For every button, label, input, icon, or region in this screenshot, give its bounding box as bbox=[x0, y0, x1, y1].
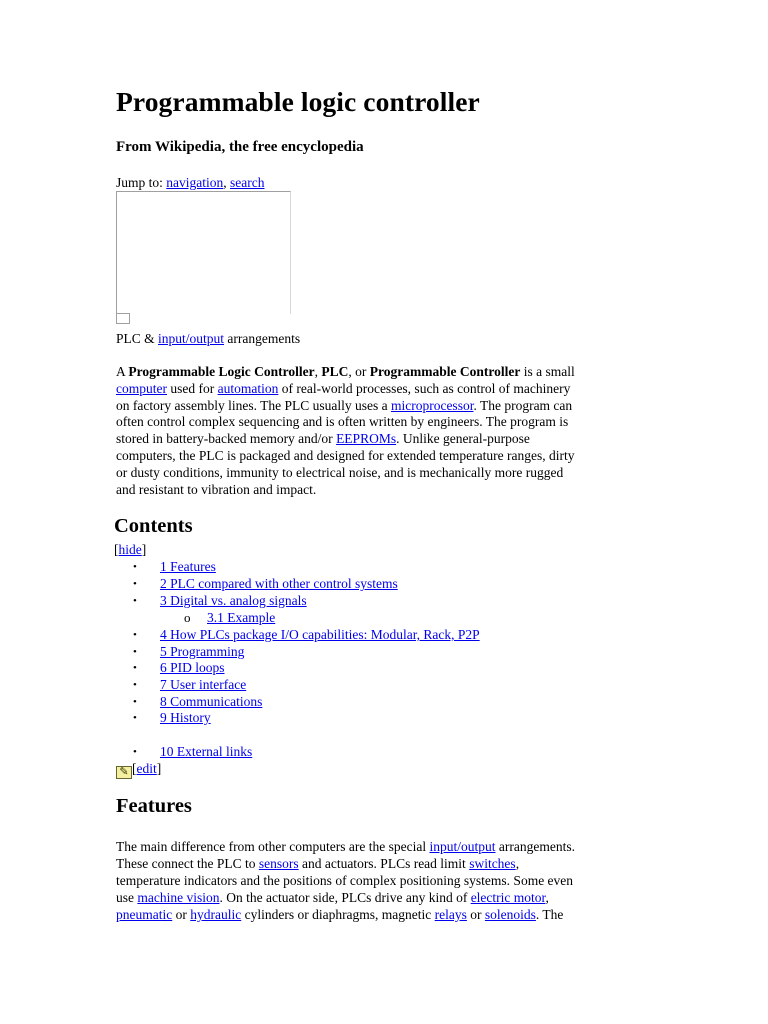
features-text: or bbox=[466, 907, 485, 922]
pneumatic-link[interactable]: pneumatic bbox=[116, 907, 173, 922]
intro-text: stored in battery-backed memory and/or bbox=[116, 431, 337, 447]
eeproms-link[interactable]: EEPROMs bbox=[336, 431, 397, 447]
toc-item bbox=[133, 710, 211, 726]
bullet-icon: • bbox=[133, 578, 137, 590]
intro-line-5 bbox=[116, 431, 652, 448]
features-line-3: temperature indicators and the positions of complex positioning systems. Some even bbox=[116, 873, 574, 888]
features-text: These connect the PLC to bbox=[116, 856, 259, 871]
intro-line-2 bbox=[116, 381, 652, 398]
sensors-link[interactable]: sensors bbox=[258, 856, 299, 871]
bullet-icon: • bbox=[133, 561, 137, 573]
intro-text: . The program can bbox=[473, 397, 573, 413]
toc-bracket: [ bbox=[114, 542, 119, 557]
edit-bracket: [ bbox=[132, 761, 137, 776]
features-line-5 bbox=[116, 906, 652, 923]
computer-link[interactable]: computer bbox=[116, 380, 167, 396]
toc-link-programming[interactable]: 5 Programming bbox=[160, 644, 245, 659]
bullet-icon: • bbox=[133, 595, 137, 607]
toc-item bbox=[133, 744, 253, 760]
toc-hide-link[interactable]: hide bbox=[118, 542, 142, 557]
toc-item bbox=[133, 644, 245, 660]
section-edit-bar bbox=[116, 761, 161, 778]
site-subtitle: From Wikipedia, the free encyclopedia bbox=[116, 139, 364, 155]
toc-title: Contents bbox=[114, 515, 193, 537]
features-heading: Features bbox=[116, 795, 192, 817]
relays-link[interactable]: relays bbox=[434, 907, 467, 922]
page-title: Programmable logic controller bbox=[116, 86, 480, 117]
toc-item bbox=[133, 593, 307, 609]
toc-link-external-links[interactable]: 10 External links bbox=[160, 744, 253, 759]
intro-bold-term: Programmable Logic Controller bbox=[128, 364, 315, 379]
toc-link-user-interface[interactable]: 7 User interface bbox=[160, 677, 247, 692]
toc-link-io-capabilities[interactable]: 4 How PLCs package I/O capabilities: Modular, Rack, P2P bbox=[160, 627, 480, 642]
toc-bracket: ] bbox=[141, 542, 147, 557]
intro-line-7: or dusty conditions, immunity to electrical noise, and is mechanically more rugged bbox=[116, 464, 564, 480]
intro-text: is a small bbox=[520, 364, 575, 379]
bullet-icon: • bbox=[133, 746, 137, 758]
machine-vision-link[interactable]: machine vision bbox=[137, 890, 220, 905]
jump-to-separator: , bbox=[223, 175, 231, 190]
toc-link-digital-vs-analog[interactable]: 3 Digital vs. analog signals bbox=[160, 593, 307, 608]
intro-line-4: often control complex sequencing and is often written by engineers. The program is bbox=[116, 414, 569, 430]
electric-motor-link[interactable]: electric motor bbox=[470, 890, 546, 905]
features-text: . On the actuator side, PLCs drive any kind of bbox=[219, 890, 471, 905]
solenoids-link[interactable]: solenoids bbox=[484, 907, 536, 922]
toc-item bbox=[133, 559, 216, 575]
intro-text: on factory assembly lines. The PLC usually uses a bbox=[116, 397, 391, 413]
intro-line-1 bbox=[116, 364, 652, 381]
caption-prefix: PLC & bbox=[116, 331, 159, 346]
features-paragraph bbox=[116, 838, 652, 923]
jump-to-navigation-link[interactable]: navigation bbox=[166, 175, 224, 190]
intro-text: of real-world processes, such as control of machinery bbox=[278, 380, 571, 396]
intro-text: , or bbox=[348, 364, 370, 379]
intro-line-8: and resistant to vibration and impact. bbox=[116, 481, 317, 497]
input-output-link[interactable]: input/output bbox=[429, 839, 496, 854]
intro-text: , bbox=[314, 364, 322, 379]
features-line-2 bbox=[116, 855, 652, 872]
image-caption bbox=[116, 331, 300, 347]
features-text: arrangements. bbox=[495, 839, 575, 854]
features-text: , bbox=[545, 890, 549, 905]
toc-item bbox=[184, 610, 276, 626]
toc-link-features[interactable]: 1 Features bbox=[160, 559, 216, 574]
toc-link-example[interactable]: 3.1 Example bbox=[207, 610, 276, 625]
bullet-icon: • bbox=[133, 646, 137, 658]
features-text: . The bbox=[535, 907, 564, 922]
bullet-icon: • bbox=[133, 679, 137, 691]
plc-image-placeholder[interactable] bbox=[116, 191, 291, 314]
edit-section-link[interactable]: edit bbox=[136, 761, 157, 776]
features-text: or bbox=[172, 907, 191, 922]
intro-paragraph bbox=[116, 364, 652, 498]
bullet-icon: • bbox=[133, 696, 137, 708]
microprocessor-link[interactable]: microprocessor bbox=[390, 397, 474, 413]
bullet-icon: • bbox=[133, 662, 137, 674]
intro-text: used for bbox=[166, 380, 218, 396]
toc-link-history[interactable]: 9 History bbox=[160, 710, 211, 725]
jump-to-label: Jump to: bbox=[116, 175, 167, 190]
automation-link[interactable]: automation bbox=[217, 380, 279, 396]
intro-bold-term: Programmable Controller bbox=[369, 364, 521, 379]
toc-link-communications[interactable]: 8 Communications bbox=[160, 694, 263, 709]
jump-to-bar bbox=[116, 175, 265, 191]
features-text: The main difference from other computers are the special bbox=[116, 839, 430, 854]
toc-hide-toggle bbox=[114, 542, 146, 558]
features-text: cylinders or diaphragms, magnetic bbox=[241, 907, 435, 922]
features-line-4 bbox=[116, 889, 652, 906]
toc-item bbox=[133, 576, 398, 592]
switches-link[interactable]: switches bbox=[469, 856, 516, 871]
intro-line-6: computers, the PLC is packaged and designed for extended temperature ranges, dirty bbox=[116, 447, 575, 463]
caption-input-output-link[interactable]: input/output bbox=[158, 331, 225, 346]
hydraulic-link[interactable]: hydraulic bbox=[190, 907, 242, 922]
features-text: use bbox=[116, 890, 138, 905]
enlarge-image-icon[interactable] bbox=[116, 313, 130, 324]
caption-suffix: arrangements bbox=[224, 331, 301, 346]
edit-bracket: ] bbox=[156, 761, 162, 776]
toc-item bbox=[133, 677, 247, 693]
toc-link-pid-loops[interactable]: 6 PID loops bbox=[160, 660, 225, 675]
toc-item bbox=[133, 660, 225, 676]
toc-item bbox=[133, 627, 480, 643]
intro-text: A bbox=[116, 364, 129, 379]
toc-link-plc-compared[interactable]: 2 PLC compared with other control systems bbox=[160, 576, 398, 591]
circle-bullet-icon: o bbox=[184, 610, 191, 625]
edit-pencil-icon[interactable]: ✎ bbox=[116, 766, 132, 779]
jump-to-search-link[interactable]: search bbox=[230, 175, 265, 190]
intro-line-3 bbox=[116, 398, 652, 415]
intro-bold-term: PLC bbox=[321, 364, 349, 379]
bullet-icon: • bbox=[133, 629, 137, 641]
bullet-icon: • bbox=[133, 712, 137, 724]
intro-text: . Unlike general-purpose bbox=[396, 431, 530, 447]
features-text: and actuators. PLCs read limit bbox=[298, 856, 470, 871]
features-text: , bbox=[515, 856, 520, 871]
toc-item bbox=[133, 694, 263, 710]
features-line-1 bbox=[116, 838, 652, 855]
